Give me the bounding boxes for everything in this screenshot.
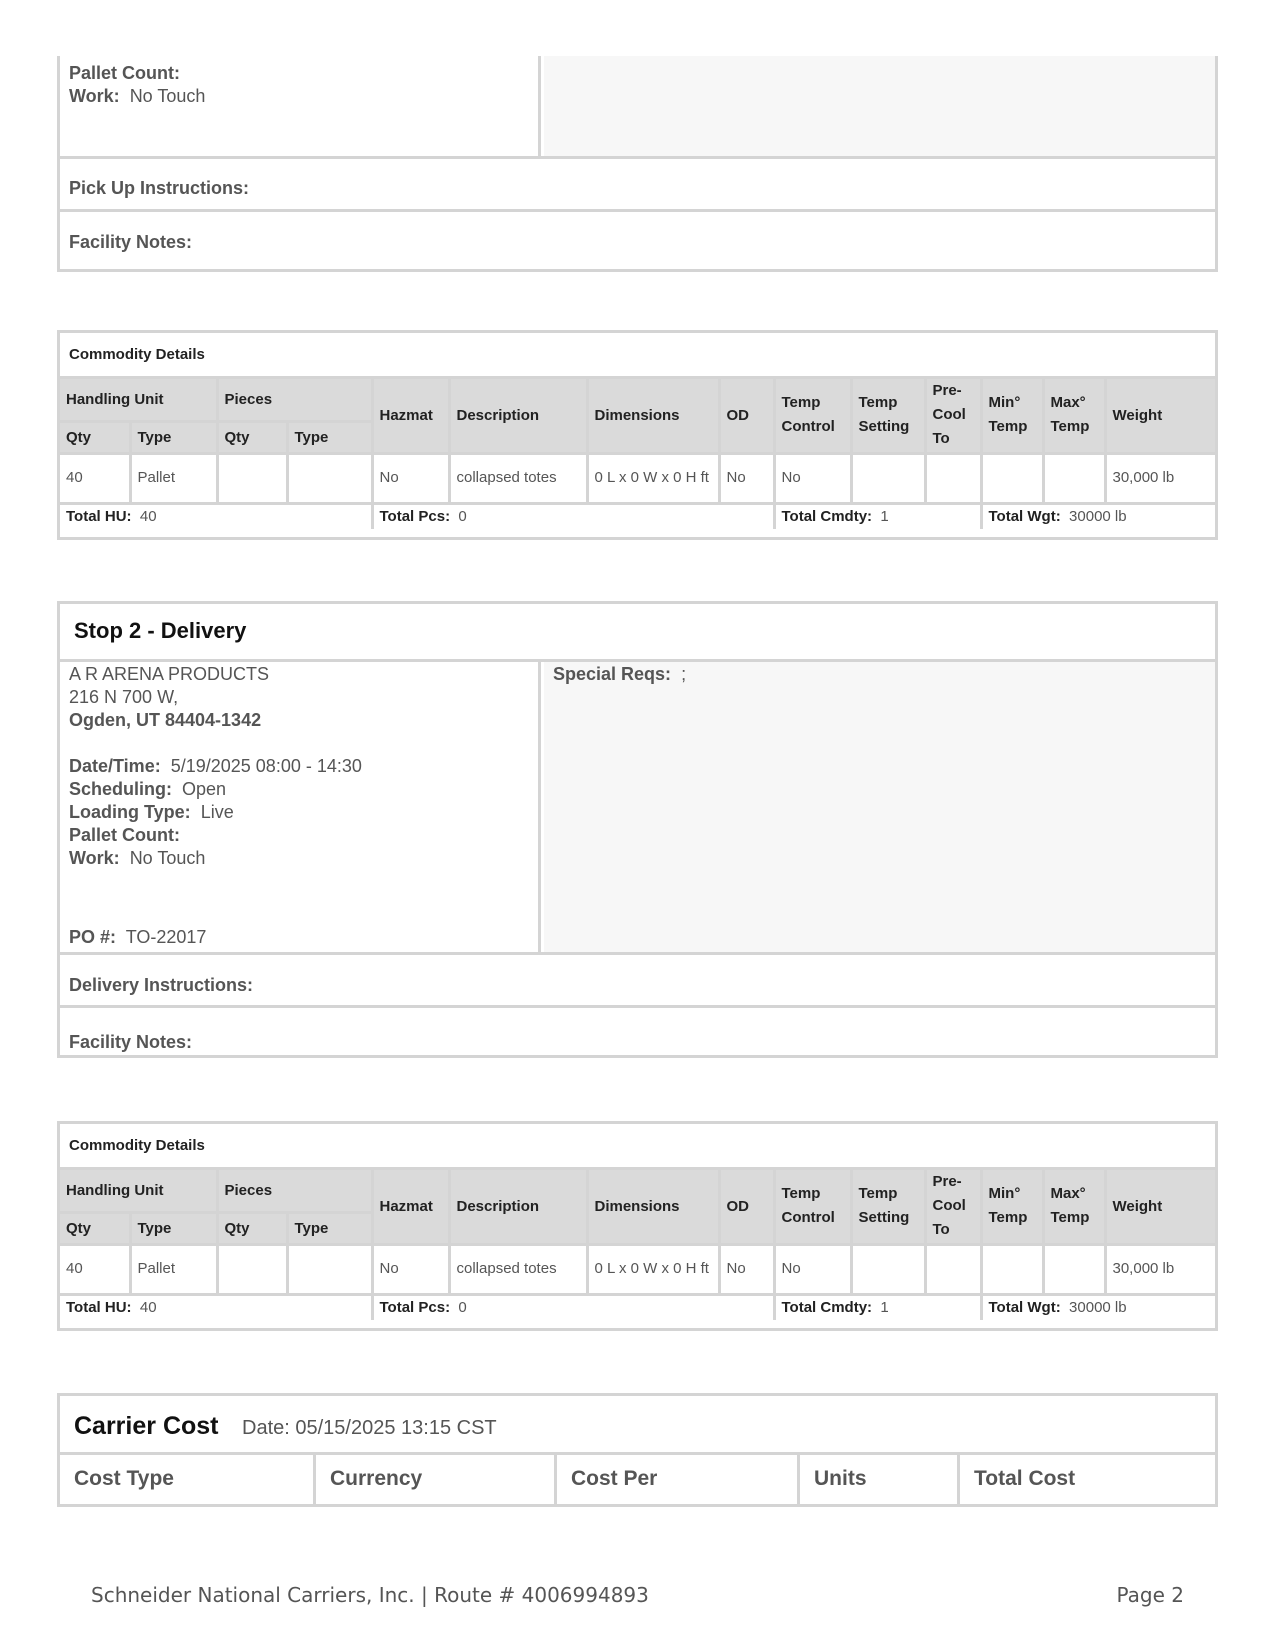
col-handling-unit: Handling Unit (60, 1168, 217, 1212)
col-total-cost: Total Cost (974, 1467, 1076, 1490)
col-handling-unit: Handling Unit (60, 377, 217, 421)
work-label: Work: (69, 848, 120, 868)
hazmat: No (372, 453, 449, 503)
col-pc-type: Type (287, 1212, 372, 1244)
col-pre-cool-to: Pre-Cool To (925, 377, 981, 453)
col-hu-type: Type (130, 1212, 217, 1244)
description: collapsed totes (449, 453, 587, 503)
col-max-temp: Max° Temp (1043, 377, 1105, 453)
total-hu-label: Total HU: (66, 1299, 132, 1317)
work-value: No Touch (129, 848, 206, 868)
col-weight: Weight (1105, 377, 1215, 453)
po-label: PO #: (69, 927, 117, 947)
pc-qty (217, 453, 287, 503)
stop2-details (60, 662, 541, 952)
total-cmdty-value: 1 (880, 1299, 889, 1317)
col-temp-setting: Temp Setting (851, 377, 925, 453)
pc-type (287, 453, 372, 503)
consignee-street: 216 N 700 W, (69, 687, 179, 707)
hu-type: Pallet (130, 1244, 217, 1294)
stop1-details (60, 56, 541, 159)
dimensions: 0 L x 0 W x 0 H ft (587, 1244, 719, 1294)
col-dimensions: Dimensions (587, 377, 719, 453)
col-pc-qty: Qty (217, 421, 287, 453)
special-reqs-label: Special Reqs: (553, 664, 672, 684)
consignee-name: A R ARENA PRODUCTS (69, 664, 270, 684)
pallet-count-label: Pallet Count: (69, 825, 180, 845)
total-wgt-label: Total Wgt: (988, 508, 1061, 526)
description: collapsed totes (449, 1244, 587, 1294)
footer-company-route: Schneider National Carriers, Inc. | Route # 4006994893 (91, 1583, 649, 1607)
min-temp (981, 1244, 1043, 1294)
stop2-title: Stop 2 - Delivery (74, 618, 247, 643)
weight: 30,000 lb (1105, 1244, 1215, 1294)
datetime-label: Date/Time: (69, 756, 161, 776)
hu-qty: 40 (60, 1244, 130, 1294)
min-temp (981, 453, 1043, 503)
total-pcs-label: Total Pcs: (379, 508, 451, 526)
total-pcs-value: 0 (458, 1299, 467, 1317)
col-cost-per: Cost Per (557, 1455, 800, 1507)
consignee-city-state-zip: Ogden, UT 84404-1342 (69, 710, 262, 730)
col-temp-setting: Temp Setting (851, 1168, 925, 1244)
od: No (719, 453, 774, 503)
total-cmdty-value: 1 (880, 508, 889, 526)
total-pcs-label: Total Pcs: (379, 1299, 451, 1317)
col-cost-type: Cost Type (60, 1455, 316, 1507)
commodity-details-2 (57, 1121, 1218, 1331)
commodity-table (60, 1124, 1215, 1320)
od: No (719, 1244, 774, 1294)
pallet-count-label: Pallet Count: (69, 63, 180, 83)
col-description: Description (449, 1168, 587, 1244)
total-hu-value: 40 (139, 1299, 157, 1317)
table-row (60, 1244, 1215, 1294)
pc-qty (217, 1244, 287, 1294)
pc-type (287, 1244, 372, 1294)
datetime-value: 5/19/2025 08:00 - 14:30 (170, 756, 362, 776)
hu-type: Pallet (130, 453, 217, 503)
stop1-continuation (57, 56, 1218, 272)
col-min-temp: Min° Temp (981, 377, 1043, 453)
col-pieces: Pieces (217, 377, 372, 421)
col-od: OD (719, 1168, 774, 1244)
col-units: Units (800, 1455, 960, 1507)
col-hu-qty: Qty (60, 1212, 130, 1244)
col-temp-control: Temp Control (774, 1168, 851, 1244)
dimensions: 0 L x 0 W x 0 H ft (587, 453, 719, 503)
carrier-cost-date: Date: 05/15/2025 13:15 CST (242, 1417, 497, 1439)
hu-qty: 40 (60, 453, 130, 503)
weight: 30,000 lb (1105, 453, 1215, 503)
delivery-instructions-label: Delivery Instructions: (69, 975, 254, 995)
totals-row (60, 1294, 1215, 1320)
stop2-special-panel (544, 662, 1215, 952)
col-dimensions: Dimensions (587, 1168, 719, 1244)
work-label: Work: (69, 86, 120, 106)
carrier-cost-header (60, 1452, 1215, 1510)
facility-notes-label: Facility Notes: (69, 1032, 193, 1052)
col-max-temp: Max° Temp (1043, 1168, 1105, 1244)
col-hu-qty: Qty (60, 421, 130, 453)
total-hu-value: 40 (139, 508, 157, 526)
col-pc-type: Type (287, 421, 372, 453)
total-pcs-value: 0 (458, 508, 467, 526)
facility-notes-label: Facility Notes: (69, 232, 193, 252)
pre-cool (925, 453, 981, 503)
col-pc-qty: Qty (217, 1212, 287, 1244)
total-cmdty-label: Total Cmdty: (781, 1299, 873, 1317)
commodity-caption: Commodity Details (60, 333, 1215, 377)
divider (60, 1005, 1215, 1008)
col-pieces: Pieces (217, 1168, 372, 1212)
max-temp (1043, 1244, 1105, 1294)
po-value: TO-22017 (125, 927, 207, 947)
loading-type-value: Live (200, 802, 234, 822)
loading-type-label: Loading Type: (69, 802, 191, 822)
col-hazmat: Hazmat (372, 1168, 449, 1244)
total-cmdty-label: Total Cmdty: (781, 508, 873, 526)
footer-page-number: Page 2 (1116, 1583, 1184, 1607)
commodity-table (60, 333, 1215, 529)
col-od: OD (719, 377, 774, 453)
table-row (60, 453, 1215, 503)
pre-cool (925, 1244, 981, 1294)
divider (60, 156, 1215, 159)
stop1-special-panel (544, 56, 1215, 159)
special-reqs-value: ; (681, 664, 687, 684)
col-weight: Weight (1105, 1168, 1215, 1244)
total-wgt-value: 30000 lb (1069, 1299, 1127, 1317)
temp-control: No (774, 453, 851, 503)
total-wgt-label: Total Wgt: (988, 1299, 1061, 1317)
col-min-temp: Min° Temp (981, 1168, 1043, 1244)
carrier-cost-title: Carrier Cost (74, 1412, 219, 1440)
commodity-caption: Commodity Details (60, 1124, 1215, 1168)
hazmat: No (372, 1244, 449, 1294)
temp-setting (851, 453, 925, 503)
stop2-delivery (57, 601, 1218, 1058)
col-currency: Currency (316, 1455, 557, 1507)
max-temp (1043, 453, 1105, 503)
totals-row (60, 503, 1215, 529)
scheduling-value: Open (182, 779, 227, 799)
col-description: Description (449, 377, 587, 453)
temp-control: No (774, 1244, 851, 1294)
pickup-instructions-label: Pick Up Instructions: (69, 178, 250, 198)
total-hu-label: Total HU: (66, 508, 132, 526)
col-pre-cool-to: Pre-Cool To (925, 1168, 981, 1244)
total-wgt-value: 30000 lb (1069, 508, 1127, 526)
divider (60, 209, 1215, 212)
divider (60, 952, 1215, 955)
commodity-details-1 (57, 330, 1218, 540)
work-value: No Touch (129, 86, 206, 106)
col-hu-type: Type (130, 421, 217, 453)
col-temp-control: Temp Control (774, 377, 851, 453)
carrier-cost (57, 1393, 1218, 1507)
col-hazmat: Hazmat (372, 377, 449, 453)
temp-setting (851, 1244, 925, 1294)
scheduling-label: Scheduling: (69, 779, 172, 799)
